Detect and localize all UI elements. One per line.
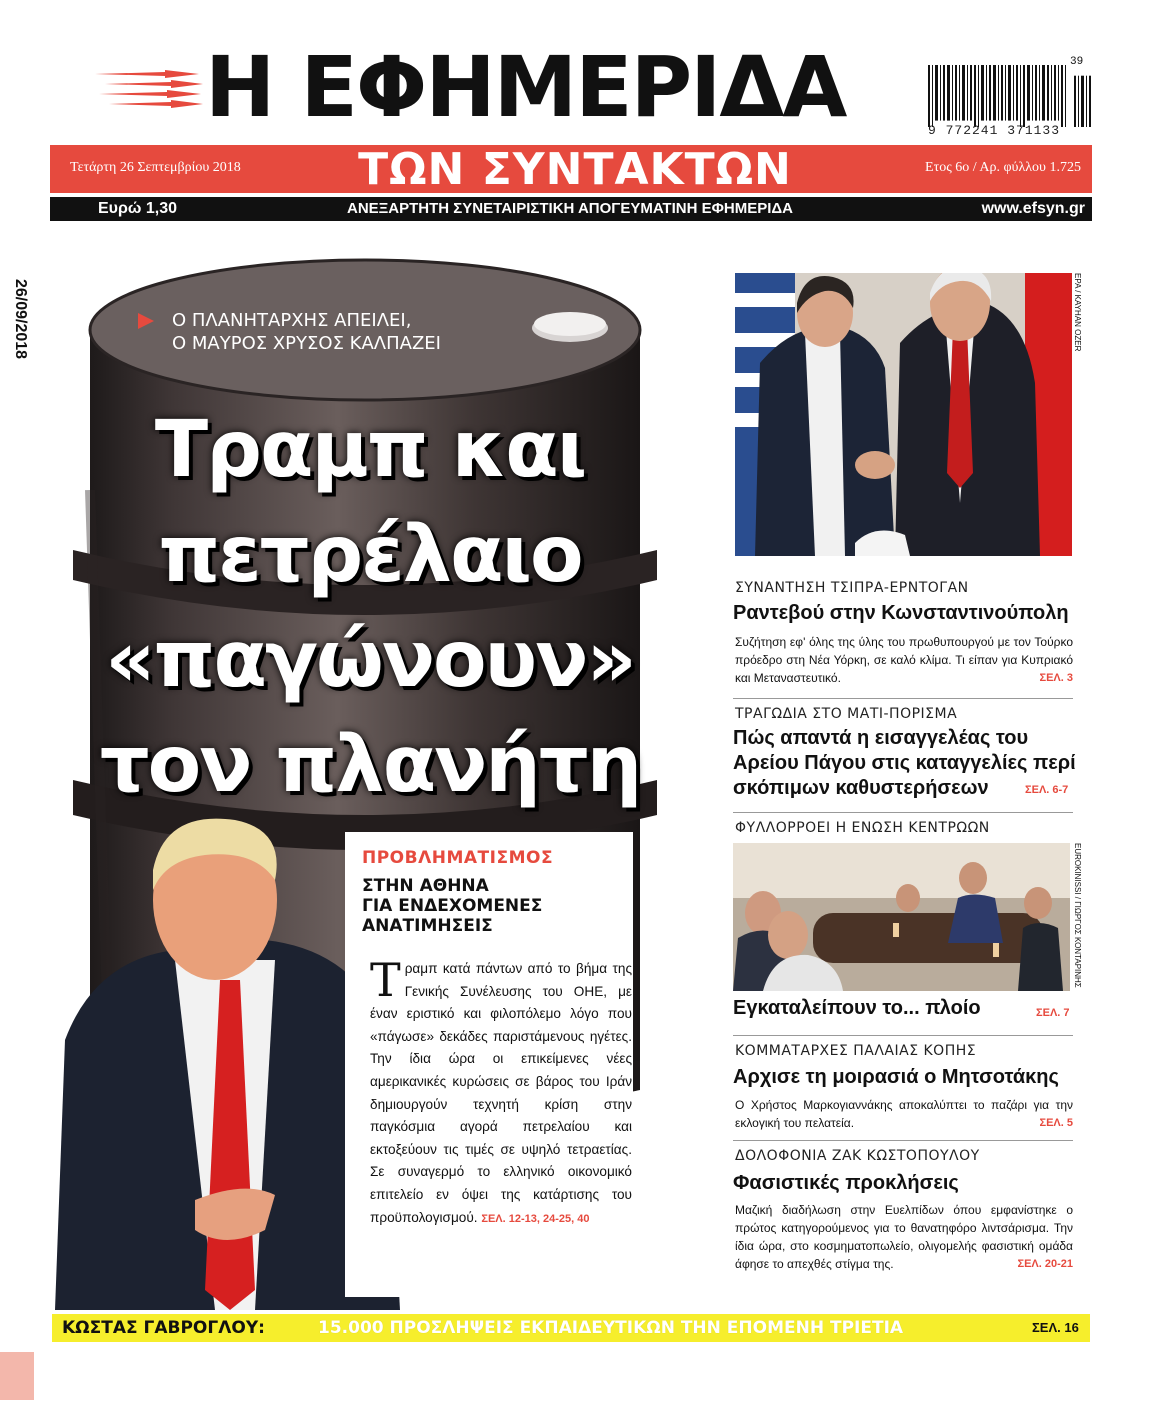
tsipras-erdogan-photo — [735, 273, 1072, 556]
story2-headline-line-2[interactable]: Αρείου Πάγου στις καταγγελίες περί — [733, 752, 1076, 774]
photo1-credit: EPA / KAYHAN OZER — [1073, 273, 1082, 352]
barcode-issue-number: 39 — [1070, 56, 1084, 68]
story5-kicker: ΔΟΛΟΦΟΝΙΑ ΖΑΚ ΚΩΣΤΟΠΟΥΛΟΥ — [735, 1148, 980, 1164]
story4-headline[interactable]: Αρχισε τη μοιρασιά ο Μητσοτάκης — [733, 1066, 1059, 1088]
story5-page[interactable]: ΣΕΛ. 20-21 — [1017, 1258, 1073, 1270]
story3-kicker: ΦΥΛΛΟΡΡΟΕΙ Η ΕΝΩΣΗ ΚΕΝΤΡΩΩΝ — [735, 820, 990, 836]
lead-kicker-line-2: Ο ΜΑΥΡΟΣ ΧΡΥΣΟΣ ΚΑΛΠΑΖΕΙ — [172, 333, 441, 354]
story2-page[interactable]: ΣΕΛ. 6-7 — [1025, 784, 1069, 796]
website-link[interactable]: www.efsyn.gr — [981, 200, 1085, 217]
story2-headline-line-1[interactable]: Πώς απαντά η εισαγγελέας του — [733, 727, 1029, 749]
lead-page-ref[interactable]: ΣΕΛ. 12-13, 24-25, 40 — [481, 1212, 590, 1225]
lead-deck-kicker: ΠΡΟΒΛΗΜΑΤΙΣΜΟΣ — [362, 848, 554, 868]
divider — [733, 1035, 1073, 1036]
red-arrow-icon — [138, 313, 154, 329]
masthead-title: Η ΕΦΗΜΕΡΙΔΑ — [205, 38, 846, 136]
photo2-credit: EUROKINISSI / ΓΙΩΡΓΟΣ ΚΟΝΤΑΡΙΝΗΣ — [1073, 843, 1082, 988]
story1-kicker: ΣΥΝΑΝΤΗΣΗ ΤΣΙΠΡΑ-ΕΡΝΤΟΓΑΝ — [735, 580, 969, 596]
story4-body-text: Ο Χρήστος Μαρκογιαννάκης αποκαλύπτει το παζάρι για την εκλογική του πελατεία. — [735, 1098, 1073, 1130]
story2-kicker: ΤΡΑΓΩΔΙΑ ΣΤΟ ΜΑΤΙ-ΠΟΡΙΣΜΑ — [735, 706, 958, 722]
issue-date: Τετάρτη 26 Σεπτεμβρίου 2018 — [70, 160, 241, 175]
story1-body — [735, 633, 1073, 687]
story1-body-text: Συζήτηση εφ' όλης της ύλης του πρωθυπουργού με τον Τούρκο πρόεδρο στη Νέα Υόρκη, σε καλό κλίμα. Τι είπαν για Κυπριακό και Μεταναστευτικό. — [735, 635, 1073, 685]
story3-headline[interactable]: Εγκαταλείπουν το... πλοίο — [733, 997, 981, 1019]
masthead-subtitle: ΤΩΝ ΣΥΝΤΑΚΤΩΝ — [358, 144, 792, 195]
story1-page[interactable]: ΣΕΛ. 3 — [1039, 672, 1073, 684]
bottom-teaser-name: ΚΩΣΤΑΣ ΓΑΒΡΟΓΛΟΥ: — [62, 1318, 265, 1338]
story5-body-text: Μαζική διαδήλωση στην Ευελπίδων όπου εμφανίστηκε ο πρώτος κατηγορούμενος για το θανατηφόρο λιντσάρισμα. Την ίδια ώρα, στο κοσμηματοπωλείο, ολιγομελής φασιστική ομάδα άφησε το απεχθές στίγμα της. — [735, 1203, 1073, 1271]
lead-kicker-line-1: Ο ΠΛΑΝΗΤΑΡΧΗΣ ΑΠΕΙΛΕΙ, — [172, 310, 412, 331]
side-date: 26/09/2018 — [12, 279, 29, 360]
enosi-kentroon-meeting-photo — [733, 843, 1070, 991]
edge-color-swatch — [0, 1352, 34, 1400]
lead-body-text: ραμπ κατά πάντων από το βήμα της Γενικής Συνέλευσης του ΟΗΕ, με έναν εριστικό και φιλοπόλεμο λόγο που «πάγωσε» δεκάδες παριστάμενους ηγέτες. Την ίδια ώρα οι επικείμενες νέες αμερικανικές κυρώσεις σε βάρος του Ιράν δημιουργούν τεχνητή κρίση στην παγκόσμια αγορά πετρελαίου και εκτοξεύουν τις τιμές σε υψηλό τετραετίας. Σε συναγερμό το ελληνικό οικονομικό επιτελείο εν όψει της κατάρτισης του προϋπολογισμού. — [370, 961, 632, 1225]
story5-headline[interactable]: Φασιστικές προκλήσεις — [733, 1172, 959, 1194]
masthead-motto: ΑΝΕΞΑΡΤΗΤΗ ΣΥΝΕΤΑΙΡΙΣΤΙΚΗ ΑΠΟΓΕΥΜΑΤΙΝΗ ΕΦΗΜΕΡΙΔΑ — [346, 200, 794, 217]
issue-number: Ετος 6ο / Αρ. φύλλου 1.725 — [925, 160, 1081, 175]
story1-headline[interactable]: Ραντεβού στην Κωνσταντινούπολη — [733, 602, 1069, 624]
bottom-teaser-page[interactable]: ΣΕΛ. 16 — [1032, 1320, 1079, 1335]
flying-pens-logo-icon — [95, 68, 205, 114]
lead-headline-line-4: τον πλανήτη — [99, 720, 641, 810]
bottom-teaser-text[interactable]: 15.000 ΠΡΟΣΛΗΨΕΙΣ ΕΚΠΑΙΔΕΥΤΙΚΩΝ ΤΗΝ ΕΠΟΜΕΝΗ ΤΡΙΕΤΙΑ — [318, 1318, 904, 1338]
story5-body — [735, 1201, 1073, 1273]
lead-headline-line-1: Τραμπ και — [154, 405, 586, 495]
barcode-number: 9 772241 371133 — [928, 123, 1061, 138]
lead-headline-line-3: «παγώνουν» — [105, 615, 635, 705]
lead-body — [370, 953, 632, 1230]
divider — [733, 1140, 1073, 1141]
lead-headline-line-2: πετρέλαιο — [158, 510, 582, 600]
cover-price: Ευρώ 1,30 — [50, 197, 225, 221]
story3-page[interactable]: ΣΕΛ. 7 — [1036, 1007, 1070, 1019]
story4-page[interactable]: ΣΕΛ. 5 — [1039, 1117, 1073, 1129]
story4-kicker: ΚΟΜΜΑΤΑΡΧΕΣ ΠΑΛΑΙΑΣ ΚΟΠΗΣ — [735, 1043, 977, 1059]
divider — [733, 698, 1073, 699]
lead-deck-line-1: ΣΤΗΝ ΑΘΗΝΑ — [362, 876, 489, 896]
divider — [733, 812, 1073, 813]
lead-deck-line-3: ΑΝΑΤΙΜΗΣΕΙΣ — [362, 916, 493, 936]
lead-deck-line-2: ΓΙΑ ΕΝΔΕΧΟΜΕΝΕΣ — [362, 896, 543, 916]
barcode-icon — [928, 65, 1093, 127]
story4-body — [735, 1096, 1073, 1132]
lead-dropcap: Τ — [370, 953, 401, 1007]
story2-headline-line-3[interactable]: σκόπιμων καθυστερήσεων — [733, 777, 989, 799]
